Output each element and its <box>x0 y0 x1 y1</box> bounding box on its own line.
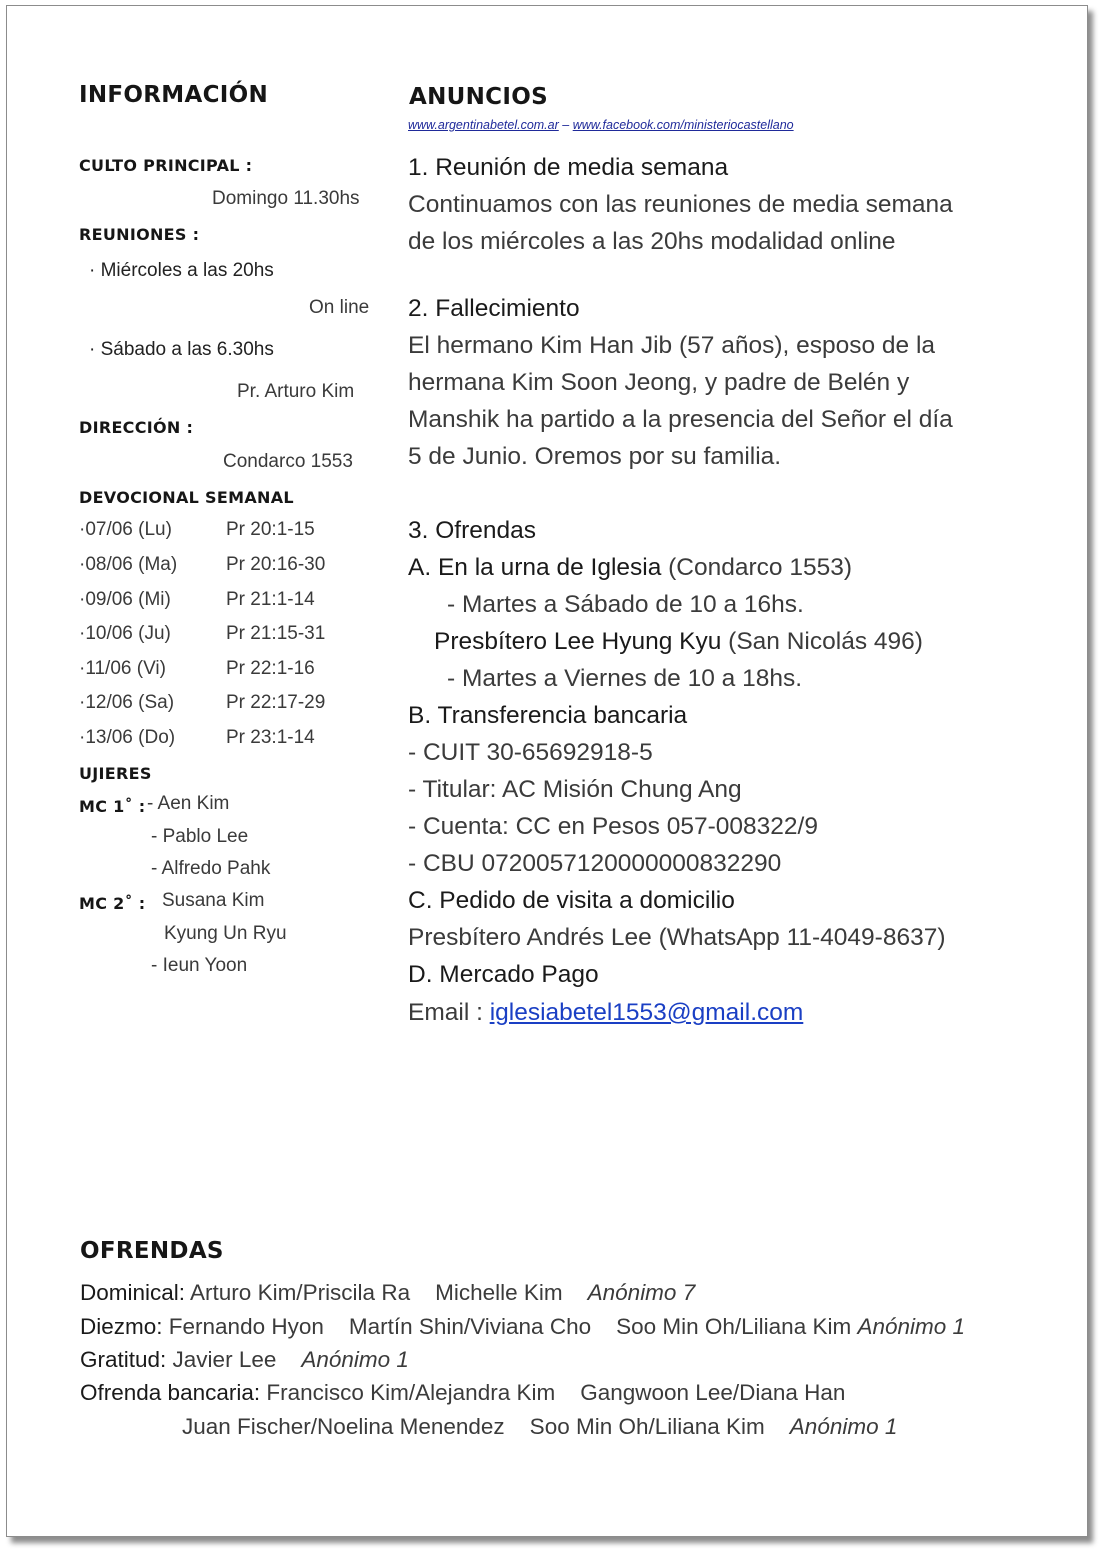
diezmo-anon: Anónimo 1 <box>857 1314 966 1339</box>
visit-request-title: C. Pedido de visita a domicilio <box>408 887 735 914</box>
bancaria-anon: Anónimo 1 <box>789 1414 898 1439</box>
announcement-2-text: Manshik ha partido a la presencia del Señor el día <box>408 406 953 433</box>
direccion-value: Condarco 1553 <box>223 451 353 472</box>
offering-presbitero <box>434 628 923 656</box>
diezmo-names: Fernando Hyon Martín Shin/Viviana Cho Soo Min Oh/Liliana Kim <box>162 1314 858 1339</box>
offering-urna <box>408 554 852 582</box>
bulletin-page <box>6 5 1088 1537</box>
info-heading: INFORMACIÓN <box>79 82 269 108</box>
devocional-date: ·07/06 (Lu) <box>79 519 172 540</box>
mercado-pago-title: D. Mercado Pago <box>408 961 599 988</box>
devocional-date: ·10/06 (Ju) <box>79 623 171 644</box>
gratitud-anon: Anónimo 1 <box>301 1347 409 1372</box>
ofrendas-bancaria-cont <box>182 1414 897 1440</box>
reunion-miercoles: · Miércoles a las 20hs <box>89 260 274 281</box>
bancaria-label: Ofrenda bancaria: <box>80 1380 261 1405</box>
offering-transfer-cbu: - CBU 0720057120000000832290 <box>408 850 782 877</box>
devocional-verse: Pr 21:1-14 <box>226 589 315 610</box>
reuniones-label: REUNIONES : <box>79 225 200 244</box>
website-link[interactable]: www.argentinabetel.com.ar <box>408 118 559 132</box>
devocional-date: ·12/06 (Sa) <box>79 692 175 713</box>
email-label: Email : <box>408 999 490 1026</box>
devocional-date: ·13/06 (Do) <box>79 727 176 748</box>
offering-transfer-title: B. Transferencia bancaria <box>408 702 688 729</box>
ofrendas-gratitud <box>80 1347 409 1373</box>
offering-presbitero-hours: - Martes a Viernes de 10 a 18hs. <box>447 665 802 692</box>
mc2-usher: - Ieun Yoon <box>151 955 248 976</box>
devocional-label: DEVOCIONAL SEMANAL <box>79 488 294 507</box>
devocional-date: ·08/06 (Ma) <box>79 554 178 575</box>
culto-value: Domingo 11.30hs <box>212 188 360 209</box>
mc1-usher: - Aen Kim <box>147 793 230 814</box>
gratitud-label: Gratitud: <box>80 1347 167 1372</box>
diezmo-label: Diezmo: <box>80 1314 163 1339</box>
devocional-verse: Pr 21:15-31 <box>226 623 326 644</box>
mc2-usher: Kyung Un Ryu <box>164 923 287 944</box>
dominical-label: Dominical: <box>80 1280 186 1305</box>
devocional-verse: Pr 20:1-15 <box>226 519 315 540</box>
announcement-1-title: 1. Reunión de media semana <box>408 154 729 181</box>
offering-transfer-cuenta: - Cuenta: CC en Pesos 057-008322/9 <box>408 813 818 840</box>
mc1-usher: - Alfredo Pahk <box>151 858 271 879</box>
announcement-2-text: hermana Kim Soon Jeong, y padre de Belén y <box>408 369 910 396</box>
ofrendas-diezmo <box>80 1314 965 1340</box>
ofrendas-heading: OFRENDAS <box>80 1238 224 1264</box>
anuncios-heading: ANUNCIOS <box>409 84 548 110</box>
offering-urna-prefix: A. <box>408 554 432 581</box>
announcement-2-text: El hermano Kim Han Jib (57 años), esposo de la <box>408 332 936 359</box>
anuncios-links <box>408 118 794 132</box>
mc2-label: MC 2˚ : <box>79 894 146 913</box>
announcement-2-title: 2. Fallecimiento <box>408 295 580 322</box>
announcement-2-text: 5 de Junio. Oremos por su familia. <box>408 443 782 470</box>
devocional-verse: Pr 20:16-30 <box>226 554 326 575</box>
offering-urna-address: (Condarco 1553) <box>661 554 853 581</box>
devocional-date: ·09/06 (Mi) <box>79 589 171 610</box>
facebook-link[interactable]: www.facebook.com/ministeriocastellano <box>572 118 794 132</box>
mc1-label: MC 1˚ : <box>79 797 146 816</box>
bancaria-names: Francisco Kim/Alejandra Kim Gangwoon Lee/Diana Han <box>260 1380 846 1405</box>
ujieres-label: UJIERES <box>79 764 152 783</box>
devocional-date: ·11/06 (Vi) <box>79 658 166 679</box>
mc2-usher: Susana Kim <box>162 890 265 911</box>
ofrendas-bancaria <box>80 1380 845 1406</box>
culto-label: CULTO PRINCIPAL : <box>79 156 253 175</box>
reunion-miercoles-mode: On line <box>309 297 370 318</box>
offering-presbitero-address: (San Nicolás 496) <box>721 628 923 655</box>
announcement-1-text: Continuamos con las reuniones de media semana <box>408 191 953 218</box>
bancaria-names-2: Juan Fischer/Noelina Menendez Soo Min Oh/Liliana Kim <box>182 1414 790 1439</box>
devocional-verse: Pr 22:17-29 <box>226 692 326 713</box>
devocional-verse: Pr 22:1-16 <box>226 658 315 679</box>
ofrendas-dominical <box>80 1280 695 1306</box>
reunion-sabado: · Sábado a las 6.30hs <box>89 339 274 360</box>
mc1-usher: - Pablo Lee <box>151 826 249 847</box>
offering-transfer-titular: - Titular: AC Misión Chung Ang <box>408 776 742 803</box>
link-separator: – <box>558 118 573 132</box>
direccion-label: DIRECCIÓN : <box>79 418 194 437</box>
email-link[interactable]: iglesiabetel1553@gmail.com <box>489 999 804 1026</box>
dominical-anon: Anónimo 7 <box>587 1280 696 1305</box>
dominical-names: Arturo Kim/Priscila Ra Michelle Kim <box>185 1280 588 1305</box>
announcement-3-title: 3. Ofrendas <box>408 517 537 544</box>
offering-presbitero-name: Presbítero Lee Hyung Kyu <box>434 628 722 655</box>
offering-urna-title: En la urna de Iglesia <box>431 554 662 581</box>
gratitud-names: Javier Lee <box>166 1347 302 1372</box>
devocional-verse: Pr 23:1-14 <box>226 727 315 748</box>
reunion-sabado-leader: Pr. Arturo Kim <box>237 381 355 402</box>
announcement-1-text: de los miércoles a las 20hs modalidad online <box>408 228 896 255</box>
mercado-pago-email <box>408 999 803 1027</box>
offering-transfer-cuit: - CUIT 30-65692918-5 <box>408 739 653 766</box>
visit-request-contact: Presbítero Andrés Lee (WhatsApp 11-4049-8637) <box>408 924 946 951</box>
offering-urna-hours: - Martes a Sábado de 10 a 16hs. <box>447 591 804 618</box>
